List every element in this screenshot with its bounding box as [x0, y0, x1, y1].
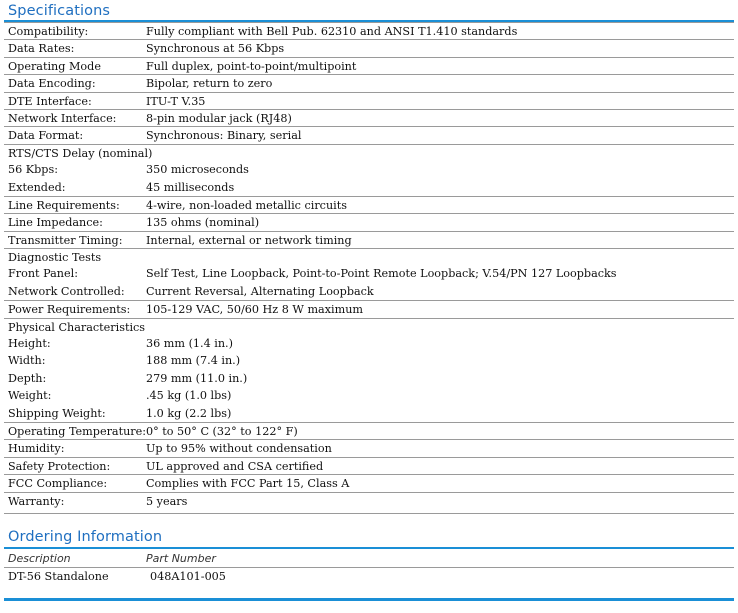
spec-label: Network Interface:	[8, 111, 117, 125]
specifications-table	[4, 22, 734, 509]
spec-label: Height:	[8, 337, 51, 351]
spec-label: Data Rates:	[8, 42, 75, 56]
spec-row	[4, 283, 734, 300]
spec-row	[4, 265, 734, 282]
spec-row	[4, 492, 734, 509]
spec-label: Shipping Weight:	[8, 406, 106, 420]
spec-row	[4, 457, 734, 474]
spec-value: Full duplex, point-to-point/multipoint	[146, 59, 357, 73]
spec-row	[4, 439, 734, 456]
specifications-title: Specifications	[8, 3, 111, 19]
spec-label: Weight:	[8, 389, 52, 403]
spec-row	[4, 22, 734, 39]
ordering-row	[4, 569, 734, 586]
ordering-title: Ordering Information	[8, 529, 163, 545]
ordering-header-rule	[4, 567, 734, 568]
spec-label: Diagnostic Tests	[8, 251, 102, 265]
page-bottom-rule	[4, 598, 734, 601]
spec-label: Power Requirements:	[8, 303, 131, 317]
spec-value: Synchronous: Binary, serial	[146, 129, 302, 143]
spec-label: Warranty:	[8, 494, 65, 508]
spec-row	[4, 74, 734, 91]
spec-label: Operating Mode	[8, 59, 101, 73]
spec-value: Up to 95% without condensation	[146, 442, 332, 456]
ordering-header-description: Description	[8, 552, 71, 565]
spec-row	[4, 335, 734, 352]
spec-value: Synchronous at 56 Kbps	[146, 42, 285, 56]
spec-row	[4, 318, 734, 335]
spec-value: Internal, external or network timing	[146, 233, 352, 247]
spec-row	[4, 248, 734, 265]
spec-label: Line Impedance:	[8, 216, 103, 230]
spec-row	[4, 57, 734, 74]
ordering-title-rule	[4, 547, 734, 549]
spec-row	[4, 39, 734, 56]
spec-value: Complies with FCC Part 15, Class A	[146, 477, 350, 491]
spec-row	[4, 213, 734, 230]
spec-value: 105-129 VAC, 50/60 Hz 8 W maximum	[146, 303, 364, 317]
ordering-header-part-number: Part Number	[146, 552, 216, 565]
spec-row	[4, 387, 734, 404]
spec-row	[4, 144, 734, 161]
spec-label: Network Controlled:	[8, 284, 125, 298]
spec-row	[4, 126, 734, 143]
spec-value: 8-pin modular jack (RJ48)	[146, 111, 292, 125]
spec-label: Data Encoding:	[8, 77, 96, 91]
spec-label: Operating Temperature:	[8, 424, 147, 438]
spec-label: FCC Compliance:	[8, 477, 108, 491]
spec-label: Width:	[8, 354, 46, 368]
ordering-row-part-number: 048A101-005	[150, 570, 226, 583]
spec-label: Line Requirements:	[8, 198, 120, 212]
spec-label: Transmitter Timing:	[8, 233, 123, 247]
spec-value: Current Reversal, Alternating Loopback	[146, 284, 374, 298]
spec-value: 188 mm (7.4 in.)	[146, 354, 241, 368]
spec-value: 36 mm (1.4 in.)	[146, 337, 233, 351]
ordering-header	[4, 550, 734, 567]
spec-row	[4, 300, 734, 317]
spec-value: 4-wire, non-loaded metallic circuits	[146, 198, 347, 212]
spec-value: .45 kg (1.0 lbs)	[146, 389, 232, 403]
spec-row	[4, 179, 734, 196]
spec-label: DTE Interface:	[8, 94, 92, 108]
spec-value: UL approved and CSA certified	[146, 459, 324, 473]
spec-row	[4, 370, 734, 387]
spec-label: Depth:	[8, 371, 47, 385]
spec-label: Extended:	[8, 180, 66, 194]
spec-row	[4, 474, 734, 491]
spec-value: 0° to 50° C (32° to 122° F)	[146, 424, 298, 438]
spec-label: Data Format:	[8, 129, 84, 143]
spec-label: 56 Kbps:	[8, 163, 58, 177]
spec-value: 135 ohms (nominal)	[146, 216, 260, 230]
specifications-end-rule	[4, 513, 734, 514]
spec-value: 5 years	[146, 494, 188, 508]
spec-value: Fully compliant with Bell Pub. 62310 and ANSI T1.410 standards	[146, 25, 518, 38]
spec-row	[4, 231, 734, 248]
spec-row	[4, 92, 734, 109]
spec-value: Self Test, Line Loopback, Point-to-Point Remote Loopback; V.54/PN 127 Loopbacks	[146, 267, 617, 281]
spec-value: ITU-T V.35	[146, 94, 206, 108]
spec-value: Bipolar, return to zero	[146, 77, 273, 91]
spec-row	[4, 109, 734, 126]
spec-label: Compatibility:	[8, 25, 89, 38]
spec-label: RTS/CTS Delay (nominal)	[8, 146, 153, 160]
spec-row	[4, 196, 734, 213]
spec-value: 279 mm (11.0 in.)	[146, 371, 248, 385]
spec-row	[4, 352, 734, 369]
ordering-row-description: DT-56 Standalone	[8, 570, 109, 583]
spec-row	[4, 422, 734, 439]
spec-row	[4, 161, 734, 178]
spec-row	[4, 405, 734, 422]
spec-label: Physical Characteristics	[8, 320, 146, 334]
spec-label: Humidity:	[8, 442, 65, 456]
spec-label: Front Panel:	[8, 267, 78, 281]
spec-value: 350 microseconds	[146, 163, 249, 177]
spec-label: Safety Protection:	[8, 459, 111, 473]
spec-value: 1.0 kg (2.2 lbs)	[146, 406, 232, 420]
spec-value: 45 milliseconds	[146, 180, 235, 194]
